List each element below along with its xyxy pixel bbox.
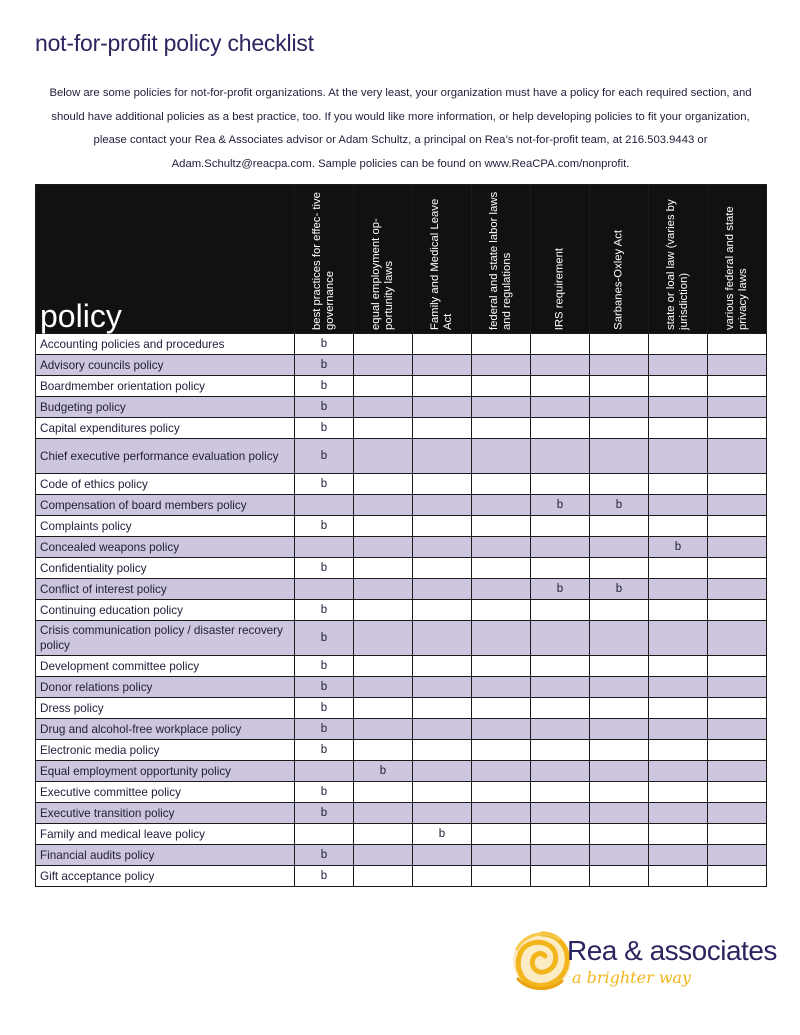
- checklist-mark-cell: [649, 698, 708, 719]
- checklist-mark-cell: [708, 824, 767, 845]
- policy-name-cell: Concealed weapons policy: [36, 537, 295, 558]
- checklist-mark-cell: [413, 495, 472, 516]
- column-header-label: Family and Medical Leave Act: [429, 198, 454, 330]
- checklist-mark-cell: [472, 558, 531, 579]
- checklist-mark-cell: [590, 397, 649, 418]
- checklist-mark-cell: [590, 474, 649, 495]
- checklist-mark-cell: [590, 418, 649, 439]
- checklist-mark-cell: [649, 579, 708, 600]
- policy-name-cell: Complaints policy: [36, 516, 295, 537]
- checklist-mark-cell: [354, 397, 413, 418]
- checklist-mark-cell: [354, 439, 413, 474]
- column-header-label: state or loal law (varies by jurisdiction): [665, 199, 690, 330]
- table-row: [36, 698, 767, 719]
- table-row: [36, 782, 767, 803]
- checklist-mark-cell: [354, 698, 413, 719]
- checklist-mark-cell: b: [590, 579, 649, 600]
- checklist-mark-cell: [708, 761, 767, 782]
- checklist-mark-cell: [472, 495, 531, 516]
- checklist-mark-cell: [354, 537, 413, 558]
- checklist-mark-cell: [354, 677, 413, 698]
- checklist-mark-cell: [354, 516, 413, 537]
- checklist-mark-cell: [472, 677, 531, 698]
- checklist-mark-cell: [531, 397, 590, 418]
- checklist-mark-cell: b: [590, 495, 649, 516]
- table-row: [36, 600, 767, 621]
- checklist-mark-cell: b: [295, 719, 354, 740]
- checklist-mark-cell: b: [295, 845, 354, 866]
- checklist-mark-cell: [649, 761, 708, 782]
- checklist-mark-cell: [472, 866, 531, 887]
- table-row: [36, 621, 767, 656]
- table-row: [36, 803, 767, 824]
- checklist-mark-cell: b: [295, 439, 354, 474]
- column-header: [708, 185, 767, 334]
- policy-name-cell: Equal employment opportunity policy: [36, 761, 295, 782]
- table-row: [36, 418, 767, 439]
- table-row: [36, 558, 767, 579]
- checklist-mark-cell: [590, 439, 649, 474]
- column-header: [295, 185, 354, 334]
- checklist-mark-cell: [413, 439, 472, 474]
- checklist-mark-cell: [708, 355, 767, 376]
- checklist-mark-cell: b: [295, 397, 354, 418]
- checklist-mark-cell: [708, 334, 767, 355]
- table-body: [36, 334, 767, 887]
- checklist-mark-cell: [708, 621, 767, 656]
- checklist-mark-cell: [531, 516, 590, 537]
- table-row: [36, 579, 767, 600]
- checklist-mark-cell: b: [413, 824, 472, 845]
- checklist-mark-cell: b: [295, 334, 354, 355]
- checklist-mark-cell: [354, 495, 413, 516]
- checklist-mark-cell: [295, 761, 354, 782]
- checklist-mark-cell: b: [295, 376, 354, 397]
- policy-name-cell: Dress policy: [36, 698, 295, 719]
- checklist-mark-cell: [531, 418, 590, 439]
- checklist-mark-cell: [590, 600, 649, 621]
- checklist-mark-cell: [472, 698, 531, 719]
- checklist-mark-cell: [354, 474, 413, 495]
- checklist-mark-cell: [531, 334, 590, 355]
- policy-name-cell: Accounting policies and procedures: [36, 334, 295, 355]
- checklist-mark-cell: [413, 474, 472, 495]
- checklist-mark-cell: [413, 656, 472, 677]
- checklist-mark-cell: [413, 761, 472, 782]
- checklist-mark-cell: [413, 537, 472, 558]
- column-header-label: IRS requirement: [553, 247, 566, 330]
- checklist-mark-cell: [472, 600, 531, 621]
- checklist-mark-cell: [708, 600, 767, 621]
- checklist-mark-cell: b: [295, 782, 354, 803]
- checklist-mark-cell: [472, 397, 531, 418]
- checklist-mark-cell: [354, 740, 413, 761]
- checklist-mark-cell: [649, 719, 708, 740]
- policy-name-cell: Gift acceptance policy: [36, 866, 295, 887]
- column-header-label: federal and state labor laws and regulations: [488, 191, 513, 330]
- checklist-mark-cell: [649, 558, 708, 579]
- column-header: [590, 185, 649, 334]
- checklist-mark-cell: [649, 845, 708, 866]
- checklist-mark-cell: b: [295, 866, 354, 887]
- table-row: [36, 824, 767, 845]
- checklist-mark-cell: b: [295, 677, 354, 698]
- column-header: [472, 185, 531, 334]
- checklist-mark-cell: b: [295, 558, 354, 579]
- page-title: not-for-profit policy checklist: [35, 30, 314, 56]
- policy-name-cell: Financial audits policy: [36, 845, 295, 866]
- logo-tagline: a brighter way: [572, 968, 692, 987]
- checklist-mark-cell: [649, 677, 708, 698]
- checklist-mark-cell: [708, 719, 767, 740]
- column-header-label: equal employment op- portunity laws: [370, 218, 395, 330]
- policy-name-cell: Capital expenditures policy: [36, 418, 295, 439]
- checklist-mark-cell: b: [295, 740, 354, 761]
- checklist-mark-cell: b: [295, 600, 354, 621]
- checklist-mark-cell: [472, 334, 531, 355]
- checklist-mark-cell: [413, 866, 472, 887]
- checklist-mark-cell: [413, 740, 472, 761]
- checklist-mark-cell: [531, 537, 590, 558]
- checklist-mark-cell: [472, 376, 531, 397]
- checklist-mark-cell: [472, 516, 531, 537]
- checklist-mark-cell: [413, 558, 472, 579]
- policy-name-cell: Development committee policy: [36, 656, 295, 677]
- checklist-mark-cell: [708, 516, 767, 537]
- checklist-mark-cell: [472, 803, 531, 824]
- intro-paragraph: Below are some policies for not-for-profit organizations. At the very least, your organization must have a policy for each required section, and should have additional policies as a best practice, too. If you would like more information, or help developing policies to fit your organization, please contact your Rea & Associates advisor or Adam Schultz, a principal on Rea’s not-for-profit team, at 216.503.9443 or Adam.Schultz@reacpa.com. Sample policies can be found on www.ReaCPA.com/nonprofit.: [49, 87, 752, 170]
- checklist-mark-cell: [590, 376, 649, 397]
- checklist-mark-cell: [531, 376, 590, 397]
- checklist-mark-cell: [413, 600, 472, 621]
- policy-name-cell: Drug and alcohol-free workplace policy: [36, 719, 295, 740]
- checklist-mark-cell: [708, 740, 767, 761]
- policy-header-label: policy: [40, 298, 122, 334]
- column-header-label: various federal and state privacy laws: [724, 206, 749, 330]
- checklist-mark-cell: b: [295, 803, 354, 824]
- checklist-mark-cell: [708, 803, 767, 824]
- checklist-mark-cell: [472, 740, 531, 761]
- policy-name-cell: Code of ethics policy: [36, 474, 295, 495]
- policy-name-cell: Compensation of board members policy: [36, 495, 295, 516]
- checklist-mark-cell: [590, 656, 649, 677]
- table-row: [36, 537, 767, 558]
- checklist-mark-cell: [472, 656, 531, 677]
- checklist-mark-cell: [472, 439, 531, 474]
- checklist-mark-cell: b: [295, 621, 354, 656]
- policy-name-cell: Continuing education policy: [36, 600, 295, 621]
- table-row: [36, 474, 767, 495]
- checklist-mark-cell: [354, 782, 413, 803]
- table-header-row: [36, 185, 767, 334]
- checklist-mark-cell: [354, 558, 413, 579]
- table-row: [36, 397, 767, 418]
- logo-name: Rea & associates: [567, 935, 777, 966]
- table-row: [36, 656, 767, 677]
- checklist-mark-cell: [708, 782, 767, 803]
- policy-checklist-table: [35, 184, 767, 887]
- checklist-mark-cell: [708, 537, 767, 558]
- checklist-mark-cell: [649, 600, 708, 621]
- policy-column-header: [36, 185, 295, 334]
- checklist-mark-cell: [472, 579, 531, 600]
- column-header-label: Sarbanes-Oxley Act: [612, 230, 625, 330]
- checklist-mark-cell: [590, 761, 649, 782]
- table-row: [36, 845, 767, 866]
- checklist-mark-cell: [590, 516, 649, 537]
- checklist-mark-cell: [649, 334, 708, 355]
- checklist-mark-cell: [649, 474, 708, 495]
- table-row: [36, 719, 767, 740]
- checklist-mark-cell: [354, 376, 413, 397]
- checklist-mark-cell: [590, 355, 649, 376]
- policy-name-cell: Family and medical leave policy: [36, 824, 295, 845]
- checklist-mark-cell: [590, 803, 649, 824]
- policy-name-cell: Advisory councils policy: [36, 355, 295, 376]
- checklist-mark-cell: [590, 866, 649, 887]
- checklist-mark-cell: b: [295, 656, 354, 677]
- checklist-mark-cell: [531, 866, 590, 887]
- checklist-mark-cell: [354, 600, 413, 621]
- table-row: [36, 495, 767, 516]
- checklist-mark-cell: [413, 418, 472, 439]
- checklist-mark-cell: [590, 558, 649, 579]
- checklist-mark-cell: [472, 719, 531, 740]
- checklist-mark-cell: [708, 495, 767, 516]
- checklist-mark-cell: [531, 558, 590, 579]
- checklist-mark-cell: [531, 621, 590, 656]
- policy-name-cell: Crisis communication policy / disaster recovery policy: [36, 621, 295, 656]
- checklist-mark-cell: [472, 474, 531, 495]
- checklist-mark-cell: [590, 621, 649, 656]
- checklist-mark-cell: [413, 782, 472, 803]
- table-row: [36, 761, 767, 782]
- checklist-mark-cell: [649, 439, 708, 474]
- checklist-mark-cell: [354, 656, 413, 677]
- policy-name-cell: Executive committee policy: [36, 782, 295, 803]
- checklist-mark-cell: [649, 418, 708, 439]
- policy-name-cell: Chief executive performance evaluation policy: [36, 439, 295, 474]
- checklist-mark-cell: b: [295, 474, 354, 495]
- checklist-mark-cell: [354, 579, 413, 600]
- checklist-mark-cell: [708, 579, 767, 600]
- checklist-mark-cell: [531, 439, 590, 474]
- checklist-mark-cell: [649, 656, 708, 677]
- policy-name-cell: Executive transition policy: [36, 803, 295, 824]
- checklist-mark-cell: [649, 355, 708, 376]
- table-row: [36, 740, 767, 761]
- checklist-mark-cell: [413, 376, 472, 397]
- checklist-mark-cell: [531, 698, 590, 719]
- checklist-mark-cell: [590, 845, 649, 866]
- table-row: [36, 439, 767, 474]
- checklist-mark-cell: [708, 474, 767, 495]
- checklist-mark-cell: [413, 516, 472, 537]
- checklist-mark-cell: [590, 740, 649, 761]
- checklist-mark-cell: [531, 761, 590, 782]
- checklist-mark-cell: [472, 621, 531, 656]
- checklist-mark-cell: [531, 474, 590, 495]
- checklist-mark-cell: [413, 845, 472, 866]
- checklist-mark-cell: [708, 439, 767, 474]
- checklist-mark-cell: [649, 516, 708, 537]
- checklist-mark-cell: [531, 719, 590, 740]
- checklist-mark-cell: [649, 866, 708, 887]
- checklist-mark-cell: [295, 495, 354, 516]
- checklist-mark-cell: [590, 334, 649, 355]
- policy-name-cell: Confidentiality policy: [36, 558, 295, 579]
- checklist-mark-cell: [472, 537, 531, 558]
- checklist-mark-cell: [708, 418, 767, 439]
- checklist-mark-cell: [472, 824, 531, 845]
- checklist-mark-cell: [649, 824, 708, 845]
- checklist-mark-cell: [531, 845, 590, 866]
- checklist-mark-cell: [531, 782, 590, 803]
- checklist-mark-cell: [354, 866, 413, 887]
- checklist-mark-cell: [708, 698, 767, 719]
- checklist-mark-cell: [531, 740, 590, 761]
- checklist-mark-cell: [531, 355, 590, 376]
- checklist-mark-cell: [413, 355, 472, 376]
- checklist-mark-cell: [531, 803, 590, 824]
- checklist-mark-cell: [531, 600, 590, 621]
- checklist-mark-cell: [708, 397, 767, 418]
- column-header: [354, 185, 413, 334]
- policy-name-cell: Budgeting policy: [36, 397, 295, 418]
- checklist-mark-cell: [708, 866, 767, 887]
- policy-name-cell: Electronic media policy: [36, 740, 295, 761]
- checklist-mark-cell: [472, 761, 531, 782]
- checklist-mark-cell: b: [295, 418, 354, 439]
- checklist-mark-cell: [531, 656, 590, 677]
- checklist-mark-cell: [531, 824, 590, 845]
- checklist-mark-cell: [590, 698, 649, 719]
- checklist-mark-cell: [472, 782, 531, 803]
- checklist-mark-cell: b: [531, 495, 590, 516]
- checklist-mark-cell: [354, 334, 413, 355]
- column-header: [649, 185, 708, 334]
- column-header-label: best practices for effec- tive governance: [311, 192, 336, 330]
- checklist-mark-cell: [354, 803, 413, 824]
- checklist-mark-cell: [649, 495, 708, 516]
- table-row: [36, 334, 767, 355]
- checklist-mark-cell: b: [295, 516, 354, 537]
- checklist-mark-cell: [354, 621, 413, 656]
- checklist-mark-cell: [649, 803, 708, 824]
- checklist-mark-cell: [590, 719, 649, 740]
- checklist-mark-cell: b: [295, 698, 354, 719]
- checklist-mark-cell: [413, 803, 472, 824]
- checklist-mark-cell: [354, 719, 413, 740]
- checklist-mark-cell: [649, 376, 708, 397]
- sunburst-swirl-icon: [513, 932, 571, 990]
- checklist-mark-cell: [649, 397, 708, 418]
- checklist-mark-cell: [708, 376, 767, 397]
- checklist-mark-cell: [413, 334, 472, 355]
- checklist-mark-cell: [354, 355, 413, 376]
- checklist-mark-cell: [413, 719, 472, 740]
- checklist-mark-cell: [472, 355, 531, 376]
- column-header: [531, 185, 590, 334]
- policy-name-cell: Conflict of interest policy: [36, 579, 295, 600]
- checklist-mark-cell: b: [531, 579, 590, 600]
- checklist-mark-cell: [472, 845, 531, 866]
- checklist-mark-cell: [708, 677, 767, 698]
- checklist-mark-cell: [354, 845, 413, 866]
- checklist-mark-cell: [413, 677, 472, 698]
- table-row: [36, 355, 767, 376]
- table-row: [36, 866, 767, 887]
- checklist-mark-cell: [649, 740, 708, 761]
- checklist-mark-cell: [413, 579, 472, 600]
- policy-name-cell: Donor relations policy: [36, 677, 295, 698]
- checklist-mark-cell: [413, 397, 472, 418]
- column-header: [413, 185, 472, 334]
- table-row: [36, 677, 767, 698]
- checklist-mark-cell: [295, 579, 354, 600]
- table-row: [36, 516, 767, 537]
- checklist-mark-cell: b: [354, 761, 413, 782]
- checklist-mark-cell: b: [295, 355, 354, 376]
- checklist-mark-cell: [413, 621, 472, 656]
- policy-name-cell: Boardmember orientation policy: [36, 376, 295, 397]
- checklist-mark-cell: [708, 558, 767, 579]
- checklist-mark-cell: [472, 418, 531, 439]
- checklist-mark-cell: [590, 782, 649, 803]
- checklist-mark-cell: [590, 537, 649, 558]
- checklist-mark-cell: [590, 677, 649, 698]
- checklist-mark-cell: [649, 621, 708, 656]
- table-row: [36, 376, 767, 397]
- checklist-mark-cell: b: [649, 537, 708, 558]
- checklist-mark-cell: [295, 824, 354, 845]
- checklist-mark-cell: [295, 537, 354, 558]
- checklist-mark-cell: [708, 845, 767, 866]
- checklist-mark-cell: [413, 698, 472, 719]
- checklist-mark-cell: [649, 782, 708, 803]
- checklist-mark-cell: [354, 418, 413, 439]
- checklist-mark-cell: [708, 656, 767, 677]
- checklist-mark-cell: [354, 824, 413, 845]
- checklist-mark-cell: [590, 824, 649, 845]
- checklist-mark-cell: [531, 677, 590, 698]
